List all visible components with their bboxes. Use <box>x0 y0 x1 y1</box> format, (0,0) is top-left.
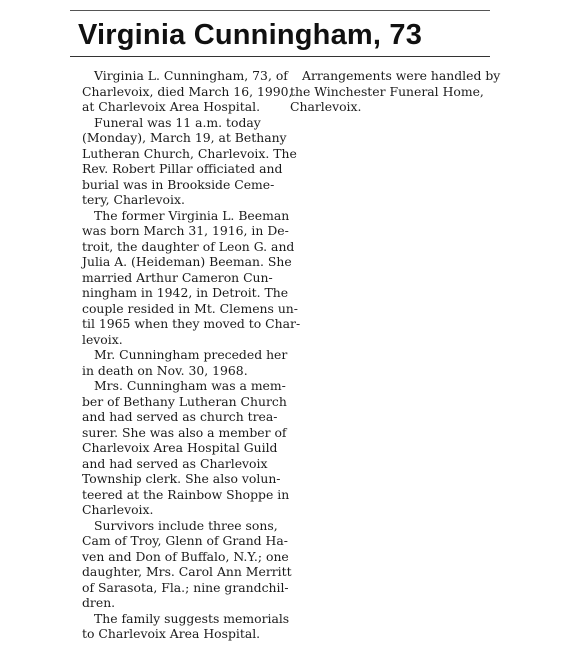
left-column-line: daughter, Mrs. Carol Ann Merritt <box>82 564 292 579</box>
left-column-line: surer. She was also a member of <box>82 424 287 440</box>
left-column-line: at Charlevoix Area Hospital. <box>82 99 261 114</box>
left-column-line: dren. <box>82 595 116 610</box>
left-column-line: The former Virginia L. Beeman <box>94 207 290 223</box>
left-column-line: levoix. <box>82 331 123 347</box>
left-column-line: Rev. Robert Pillar officiated and <box>82 161 283 176</box>
left-column-line: teered at the Rainbow Shoppe in <box>82 486 290 502</box>
left-column-line: of Sarasota, Fla.; nine grandchil- <box>82 579 289 595</box>
left-column-line: The family suggests memorials <box>94 610 290 626</box>
right-column-line: Charlevoix. <box>290 99 362 114</box>
left-column-line: in death on Nov. 30, 1968. <box>82 362 248 378</box>
left-column-line: Charlevoix, died March 16, 1990, <box>82 83 293 99</box>
obituary-clipping <box>70 8 501 641</box>
left-column-line: Virginia L. Cunningham, 73, of <box>94 68 288 83</box>
left-column-line: Cam of Troy, Glenn of Grand Ha- <box>82 533 288 548</box>
left-column-line: Julia A. (Heideman) Beeman. She <box>82 254 292 269</box>
left-column-line: Charlevoix. <box>82 502 154 517</box>
left-column-line: troit, the daughter of Leon G. and <box>82 238 295 254</box>
left-column-line: til 1965 when they moved to Char- <box>82 316 301 331</box>
right-column <box>290 68 501 115</box>
top-rule <box>70 10 490 11</box>
left-column-line: (Monday), March 19, at Bethany <box>82 130 287 145</box>
left-column-line: Survivors include three sons, <box>94 517 278 533</box>
left-column-line: tery, Charlevoix. <box>82 192 185 207</box>
left-column-line: ningham in 1942, in Detroit. The <box>82 285 289 300</box>
left-column-line: and had served as Charlevoix <box>82 455 268 471</box>
left-column <box>82 68 301 642</box>
left-column-line: Lutheran Church, Charlevoix. The <box>82 145 297 161</box>
left-column-line: Township clerk. She also volun- <box>82 471 281 486</box>
left-column-line: married Arthur Cameron Cun- <box>82 269 273 285</box>
headline-rule <box>70 56 490 57</box>
left-column-line: and had served as church trea- <box>82 409 278 424</box>
left-column-line: was born March 31, 1916, in De- <box>82 223 289 238</box>
right-column-line: Arrangements were handled by <box>302 68 501 83</box>
left-column-line: ber of Bethany Lutheran Church <box>82 393 287 409</box>
left-column-line: couple resided in Mt. Clemens un- <box>82 300 298 316</box>
right-column-line: the Winchester Funeral Home, <box>290 83 484 99</box>
headline: Virginia Cunningham, 73 <box>78 19 423 51</box>
left-column-line: to Charlevoix Area Hospital. <box>82 626 261 641</box>
left-column-line: Mr. Cunningham preceded her <box>94 347 288 362</box>
left-column-line: Funeral was 11 a.m. today <box>94 114 261 130</box>
left-column-line: burial was in Brookside Ceme- <box>82 176 275 192</box>
left-column-line: ven and Don of Buffalo, N.Y.; one <box>82 548 289 564</box>
left-column-line: Charlevoix Area Hospital Guild <box>82 440 278 455</box>
left-column-line: Mrs. Cunningham was a mem- <box>94 378 286 393</box>
